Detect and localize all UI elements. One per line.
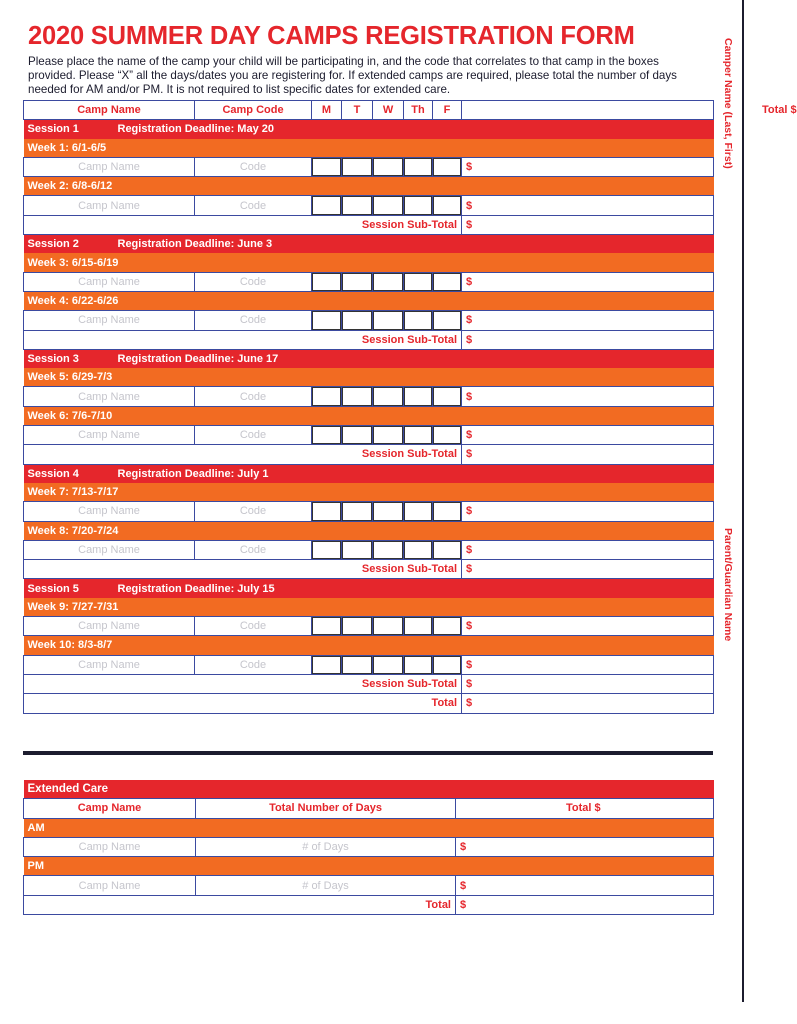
subtotal-label: Session Sub-Total bbox=[24, 674, 462, 693]
period-label: AM bbox=[24, 818, 714, 837]
checkbox-square bbox=[312, 196, 341, 214]
day-checkbox-th[interactable] bbox=[404, 426, 433, 445]
session-name: Session 4 bbox=[24, 464, 114, 483]
checkbox-square bbox=[312, 426, 341, 444]
day-checkbox-t[interactable] bbox=[342, 157, 373, 176]
grand-total-row bbox=[24, 694, 714, 713]
checkbox-square bbox=[312, 387, 341, 405]
week-total-field[interactable]: $ bbox=[462, 617, 714, 636]
side-divider-line bbox=[742, 0, 744, 1002]
week-total-field[interactable]: $ bbox=[462, 311, 714, 330]
checkbox-square bbox=[404, 541, 432, 559]
session-name: Session 5 bbox=[24, 579, 114, 598]
camp-name-field[interactable]: Camp Name bbox=[24, 617, 195, 636]
day-checkbox-th[interactable] bbox=[404, 387, 433, 406]
parent-guardian-name-label: Parent/Guardian Name bbox=[722, 528, 734, 642]
week-total-field[interactable]: $ bbox=[462, 272, 714, 291]
section-divider bbox=[23, 751, 713, 755]
week-label: Week 6: 7/6-7/10 bbox=[24, 406, 714, 425]
camp-entry-row bbox=[24, 387, 714, 406]
checkbox-square bbox=[312, 502, 341, 520]
ext-total-label: Total bbox=[24, 895, 456, 914]
camp-entry-row bbox=[24, 540, 714, 559]
session-row bbox=[24, 579, 714, 598]
camp-entry-row bbox=[24, 426, 714, 445]
subtotal-label: Session Sub-Total bbox=[24, 215, 462, 234]
checkbox-square bbox=[342, 426, 372, 444]
week-label: Week 8: 7/20-7/24 bbox=[24, 521, 714, 540]
header-day-t: T bbox=[342, 101, 373, 120]
day-checkbox-f[interactable] bbox=[433, 426, 462, 445]
checkbox-square bbox=[433, 196, 461, 214]
week-label: Week 10: 8/3-8/7 bbox=[24, 636, 714, 655]
week-row bbox=[24, 177, 714, 196]
subtotal-field[interactable]: $ bbox=[462, 674, 714, 693]
header-day-m: M bbox=[312, 101, 342, 120]
checkbox-square bbox=[404, 158, 432, 176]
day-checkbox-m[interactable] bbox=[312, 157, 342, 176]
checkbox-square bbox=[404, 656, 432, 674]
day-checkbox-th[interactable] bbox=[404, 655, 433, 674]
header-camp-name: Camp Name bbox=[24, 101, 195, 120]
checkbox-square bbox=[433, 426, 461, 444]
camp-name-field[interactable]: Camp Name bbox=[24, 387, 195, 406]
extended-care-title: Extended Care bbox=[24, 780, 714, 799]
day-checkbox-f[interactable] bbox=[433, 617, 462, 636]
camp-code-field[interactable]: Code bbox=[195, 157, 312, 176]
day-checkbox-t[interactable] bbox=[342, 617, 373, 636]
day-checkbox-m[interactable] bbox=[312, 655, 342, 674]
camp-entry-row bbox=[24, 311, 714, 330]
ext-days-field[interactable]: # of Days bbox=[196, 876, 456, 895]
table-header-row bbox=[24, 101, 714, 120]
checkbox-square bbox=[433, 617, 461, 635]
extended-total-row bbox=[24, 895, 714, 914]
checkbox-square bbox=[433, 541, 461, 559]
form-instructions: Please place the name of the camp your child will be participating in, and the code that correlates to that camp in the boxes provided. Please “X” all the days/dates you are registering for. If extended camps are required, please total the number of days needed for AM and/or PM. It is not required to list specific dates for extended care. bbox=[28, 55, 677, 97]
week-label: Week 5: 6/29-7/3 bbox=[24, 368, 714, 387]
session-deadline: Registration Deadline: July 15 bbox=[114, 579, 714, 598]
subtotal-field[interactable]: $ bbox=[462, 215, 714, 234]
ext-header-total: Total $ bbox=[456, 799, 714, 818]
day-checkbox-t[interactable] bbox=[342, 502, 373, 521]
checkbox-square bbox=[373, 541, 403, 559]
period-row bbox=[24, 857, 714, 876]
day-checkbox-w[interactable] bbox=[373, 272, 404, 291]
day-checkbox-m[interactable] bbox=[312, 387, 342, 406]
day-checkbox-t[interactable] bbox=[342, 655, 373, 674]
checkbox-square bbox=[404, 387, 432, 405]
subtotal-label: Session Sub-Total bbox=[24, 560, 462, 579]
camp-name-field[interactable]: Camp Name bbox=[24, 157, 195, 176]
day-checkbox-f[interactable] bbox=[433, 502, 462, 521]
week-row bbox=[24, 406, 714, 425]
checkbox-square bbox=[342, 617, 372, 635]
ext-header-camp-name: Camp Name bbox=[24, 799, 196, 818]
subtotal-field[interactable]: $ bbox=[462, 560, 714, 579]
ext-camp-name-field[interactable]: Camp Name bbox=[24, 837, 196, 856]
day-checkbox-w[interactable] bbox=[373, 311, 404, 330]
checkbox-square bbox=[404, 273, 432, 291]
day-checkbox-th[interactable] bbox=[404, 502, 433, 521]
camp-code-field[interactable]: Code bbox=[195, 272, 312, 291]
camp-name-field[interactable]: Camp Name bbox=[24, 540, 195, 559]
checkbox-square bbox=[312, 311, 341, 329]
week-label: Week 7: 7/13-7/17 bbox=[24, 483, 714, 502]
day-checkbox-m[interactable] bbox=[312, 272, 342, 291]
camp-entry-row bbox=[24, 272, 714, 291]
day-checkbox-m[interactable] bbox=[312, 540, 342, 559]
ext-header-days: Total Number of Days bbox=[196, 799, 456, 818]
total-label: Total bbox=[24, 694, 462, 713]
header-day-w: W bbox=[373, 101, 404, 120]
day-checkbox-t[interactable] bbox=[342, 387, 373, 406]
extended-header-row bbox=[24, 799, 714, 818]
day-checkbox-t[interactable] bbox=[342, 311, 373, 330]
week-row bbox=[24, 636, 714, 655]
checkbox-square bbox=[433, 387, 461, 405]
session-subtotal-row bbox=[24, 445, 714, 464]
checkbox-square bbox=[373, 158, 403, 176]
day-checkbox-w[interactable] bbox=[373, 387, 404, 406]
period-label: PM bbox=[24, 857, 714, 876]
session-deadline: Registration Deadline: June 3 bbox=[114, 235, 714, 254]
camp-entry-row bbox=[24, 617, 714, 636]
extended-care-table bbox=[23, 780, 714, 915]
checkbox-square bbox=[404, 311, 432, 329]
session-deadline: Registration Deadline: May 20 bbox=[114, 120, 714, 139]
week-total-field[interactable]: $ bbox=[462, 387, 714, 406]
ext-total-field[interactable]: $ bbox=[456, 876, 714, 895]
camp-entry-row bbox=[24, 655, 714, 674]
day-checkbox-f[interactable] bbox=[433, 196, 462, 215]
session-row bbox=[24, 464, 714, 483]
day-checkbox-w[interactable] bbox=[373, 196, 404, 215]
checkbox-square bbox=[404, 196, 432, 214]
camp-name-field[interactable]: Camp Name bbox=[24, 502, 195, 521]
session-deadline: Registration Deadline: July 1 bbox=[114, 464, 714, 483]
extended-entry-row bbox=[24, 876, 714, 895]
day-checkbox-f[interactable] bbox=[433, 272, 462, 291]
day-checkbox-w[interactable] bbox=[373, 426, 404, 445]
checkbox-square bbox=[433, 158, 461, 176]
camp-name-field[interactable]: Camp Name bbox=[24, 272, 195, 291]
checkbox-square bbox=[312, 273, 341, 291]
camp-name-field[interactable]: Camp Name bbox=[24, 426, 195, 445]
checkbox-square bbox=[342, 541, 372, 559]
subtotal-label: Session Sub-Total bbox=[24, 445, 462, 464]
week-label: Week 2: 6/8-6/12 bbox=[24, 177, 714, 196]
extended-care-title-row bbox=[24, 780, 714, 799]
camp-code-field[interactable]: Code bbox=[195, 655, 312, 674]
camp-name-field[interactable]: Camp Name bbox=[24, 311, 195, 330]
subtotal-field[interactable]: $ bbox=[462, 445, 714, 464]
day-checkbox-w[interactable] bbox=[373, 157, 404, 176]
header-day-th: Th bbox=[404, 101, 433, 120]
ext-days-field[interactable]: # of Days bbox=[196, 837, 456, 856]
week-total-field[interactable]: $ bbox=[462, 540, 714, 559]
day-checkbox-f[interactable] bbox=[433, 540, 462, 559]
day-checkbox-th[interactable] bbox=[404, 272, 433, 291]
checkbox-square bbox=[373, 426, 403, 444]
week-row bbox=[24, 483, 714, 502]
day-checkbox-m[interactable] bbox=[312, 502, 342, 521]
checkbox-square bbox=[342, 158, 372, 176]
week-row bbox=[24, 598, 714, 617]
checkbox-square bbox=[312, 656, 341, 674]
day-checkbox-m[interactable] bbox=[312, 311, 342, 330]
subtotal-label: Session Sub-Total bbox=[24, 330, 462, 349]
session-subtotal-row bbox=[24, 215, 714, 234]
camp-entry-row bbox=[24, 196, 714, 215]
extended-entry-row bbox=[24, 837, 714, 856]
day-checkbox-f[interactable] bbox=[433, 311, 462, 330]
week-row bbox=[24, 291, 714, 310]
day-checkbox-th[interactable] bbox=[404, 196, 433, 215]
camp-code-field[interactable]: Code bbox=[195, 617, 312, 636]
camp-code-field[interactable]: Code bbox=[195, 311, 312, 330]
week-total-field[interactable]: $ bbox=[462, 655, 714, 674]
week-label: Week 4: 6/22-6/26 bbox=[24, 291, 714, 310]
period-row bbox=[24, 818, 714, 837]
day-checkbox-w[interactable] bbox=[373, 655, 404, 674]
camp-entry-row bbox=[24, 157, 714, 176]
camp-code-field[interactable]: Code bbox=[195, 502, 312, 521]
checkbox-square bbox=[433, 502, 461, 520]
week-row bbox=[24, 521, 714, 540]
day-checkbox-t[interactable] bbox=[342, 426, 373, 445]
camp-code-field[interactable]: Code bbox=[195, 196, 312, 215]
checkbox-square bbox=[373, 196, 403, 214]
checkbox-square bbox=[312, 541, 341, 559]
session-subtotal-row bbox=[24, 674, 714, 693]
session-subtotal-row bbox=[24, 330, 714, 349]
day-checkbox-w[interactable] bbox=[373, 617, 404, 636]
session-row bbox=[24, 235, 714, 254]
form-title: 2020 SUMMER DAY CAMPS REGISTRATION FORM bbox=[28, 22, 635, 50]
day-checkbox-f[interactable] bbox=[433, 655, 462, 674]
checkbox-square bbox=[312, 617, 341, 635]
day-checkbox-f[interactable] bbox=[433, 387, 462, 406]
ext-camp-name-field[interactable]: Camp Name bbox=[24, 876, 196, 895]
week-total-field[interactable]: $ bbox=[462, 502, 714, 521]
week-row bbox=[24, 253, 714, 272]
week-label: Week 3: 6/15-6/19 bbox=[24, 253, 714, 272]
session-deadline: Registration Deadline: June 17 bbox=[114, 349, 714, 368]
day-checkbox-t[interactable] bbox=[342, 272, 373, 291]
header-day-f: F bbox=[433, 101, 462, 120]
session-name: Session 3 bbox=[24, 349, 114, 368]
checkbox-square bbox=[433, 311, 461, 329]
week-total-field[interactable]: $ bbox=[462, 426, 714, 445]
checkbox-square bbox=[373, 502, 403, 520]
checkbox-square bbox=[342, 311, 372, 329]
week-label: Week 1: 6/1-6/5 bbox=[24, 139, 714, 158]
checkbox-square bbox=[342, 196, 372, 214]
day-checkbox-th[interactable] bbox=[404, 311, 433, 330]
checkbox-square bbox=[342, 273, 372, 291]
checkbox-square bbox=[373, 617, 403, 635]
total-field[interactable]: $ bbox=[462, 694, 714, 713]
week-row bbox=[24, 368, 714, 387]
camp-name-field[interactable]: Camp Name bbox=[24, 196, 195, 215]
checkbox-square bbox=[404, 426, 432, 444]
day-checkbox-m[interactable] bbox=[312, 426, 342, 445]
day-checkbox-t[interactable] bbox=[342, 196, 373, 215]
day-checkbox-m[interactable] bbox=[312, 196, 342, 215]
ext-total-field[interactable]: $ bbox=[456, 837, 714, 856]
checkbox-square bbox=[342, 387, 372, 405]
checkbox-square bbox=[373, 273, 403, 291]
session-row bbox=[24, 120, 714, 139]
checkbox-square bbox=[404, 502, 432, 520]
checkbox-square bbox=[373, 387, 403, 405]
checkbox-square bbox=[433, 273, 461, 291]
session-name: Session 2 bbox=[24, 235, 114, 254]
day-checkbox-th[interactable] bbox=[404, 617, 433, 636]
checkbox-square bbox=[433, 656, 461, 674]
subtotal-field[interactable]: $ bbox=[462, 330, 714, 349]
checkbox-square bbox=[342, 502, 372, 520]
session-name: Session 1 bbox=[24, 120, 114, 139]
camp-entry-row bbox=[24, 502, 714, 521]
ext-total-field[interactable]: $ bbox=[456, 895, 714, 914]
camp-code-field[interactable]: Code bbox=[195, 426, 312, 445]
week-row bbox=[24, 139, 714, 158]
day-checkbox-f[interactable] bbox=[433, 157, 462, 176]
week-total-field[interactable]: $ bbox=[462, 196, 714, 215]
camp-code-field[interactable]: Code bbox=[195, 540, 312, 559]
day-checkbox-t[interactable] bbox=[342, 540, 373, 559]
camp-code-field[interactable]: Code bbox=[195, 387, 312, 406]
checkbox-square bbox=[373, 311, 403, 329]
day-checkbox-th[interactable] bbox=[404, 540, 433, 559]
checkbox-square bbox=[312, 158, 341, 176]
camper-name-label: Camper Name (Last, First) bbox=[722, 38, 734, 169]
header-camp-code: Camp Code bbox=[195, 101, 312, 120]
checkbox-square bbox=[342, 656, 372, 674]
checkbox-square bbox=[404, 617, 432, 635]
week-total-field[interactable]: $ bbox=[462, 157, 714, 176]
session-subtotal-row bbox=[24, 560, 714, 579]
day-checkbox-w[interactable] bbox=[373, 502, 404, 521]
day-checkbox-w[interactable] bbox=[373, 540, 404, 559]
header-total: Total $ bbox=[462, 101, 714, 120]
day-checkbox-m[interactable] bbox=[312, 617, 342, 636]
week-label: Week 9: 7/27-7/31 bbox=[24, 598, 714, 617]
session-row bbox=[24, 349, 714, 368]
checkbox-square bbox=[373, 656, 403, 674]
day-checkbox-th[interactable] bbox=[404, 157, 433, 176]
camp-name-field[interactable]: Camp Name bbox=[24, 655, 195, 674]
